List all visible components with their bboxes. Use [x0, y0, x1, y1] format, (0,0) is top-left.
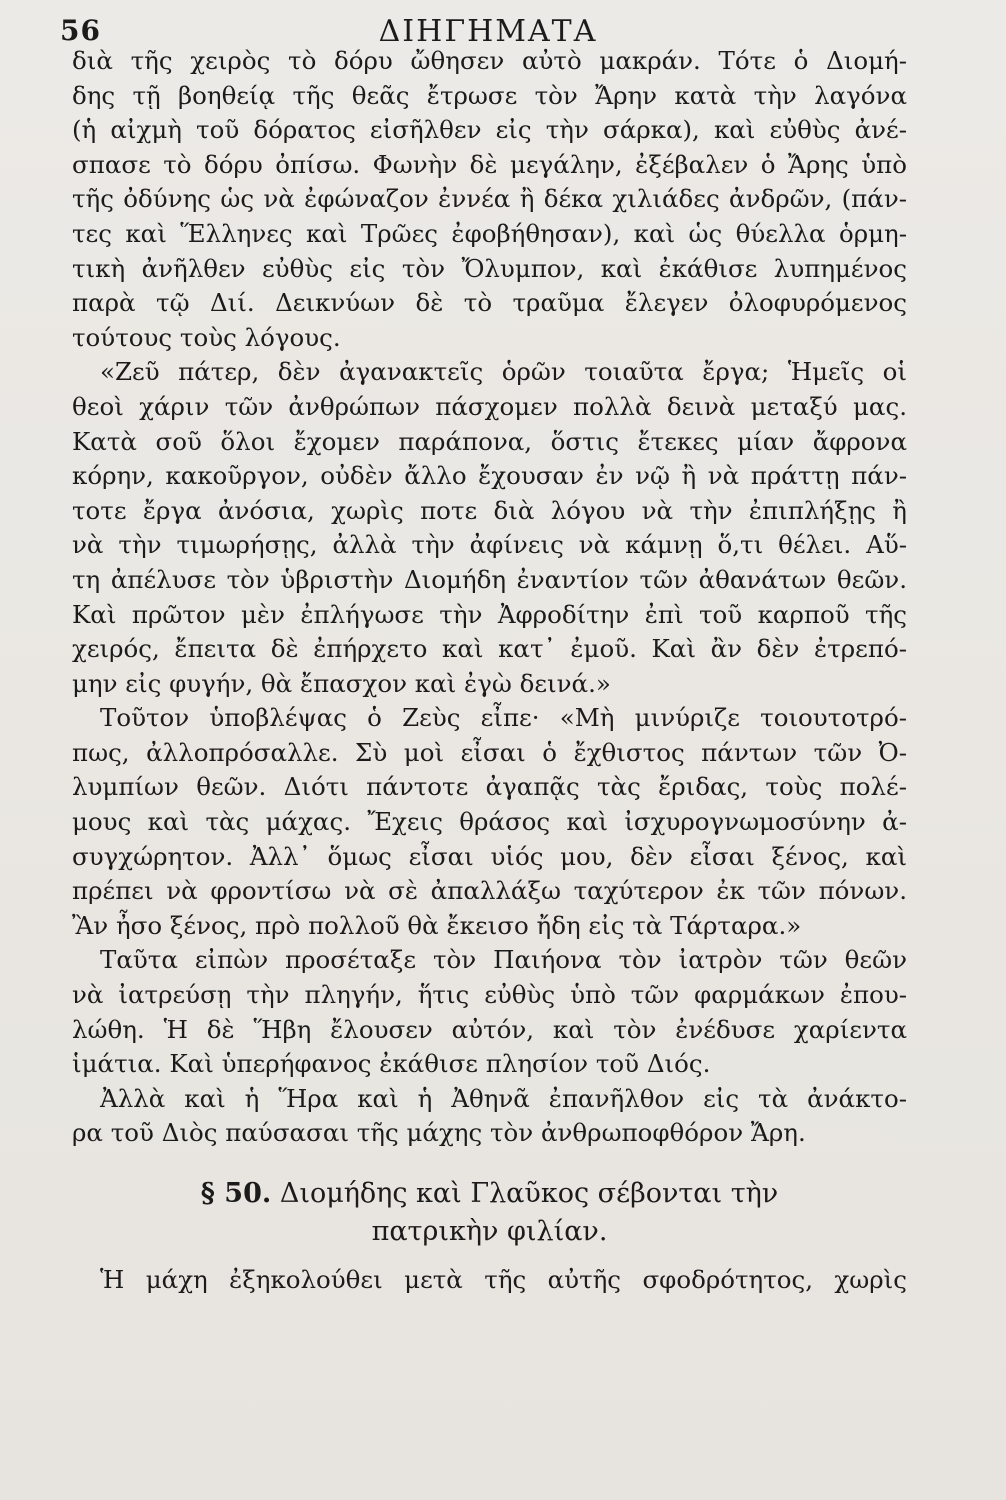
text-line: Ἡ μάχη ἐξηκολούθει μετὰ τῆς αὐτῆς σφοδρότητος, χωρὶς: [100, 1265, 907, 1294]
text-line: χειρός, ἔπειτα δὲ ἐπήρχετο καὶ κατ᾽ ἐμοῦ. Καὶ ἂν δὲν ἐτρεπό-: [72, 634, 907, 664]
page-number: 56: [60, 14, 101, 47]
paragraph-4: [72, 943, 907, 1081]
text-line: σπασε τὸ δόρυ ὀπίσω. Φωνὴν δὲ μεγάλην, ἐξέβαλεν ὁ Ἄρης ὑπὸ: [72, 149, 907, 179]
text-line: (ἡ αἰχμὴ τοῦ δόρατος εἰσῆλθεν εἰς τὴν σάρκα), καὶ εὐθὺς ἀνέ-: [72, 115, 907, 145]
section-number: § 50.: [200, 1178, 272, 1209]
paragraph-5: [72, 1082, 907, 1151]
text-line: ἱμάτια. Καὶ ὑπερήφανος ἐκάθισε πλησίον τοῦ Διός.: [72, 1049, 711, 1079]
text-line: Ἀλλὰ καὶ ἡ Ἥρα καὶ ἡ Ἀθηνᾶ ἐπανῆλθον εἰς τὰ ἀνάκτο-: [100, 1083, 907, 1113]
text-line: τικὴ ἀνῆλθεν εὐθὺς εἰς τὸν Ὄλυμπον, καὶ ἐκάθισε λυπημένος: [72, 253, 907, 283]
paragraph-6: [72, 1263, 907, 1298]
text-line: παρὰ τῷ Διί. Δεικνύων δὲ τὸ τραῦμα ἔλεγεν ὀλοφυρόμενος: [72, 288, 907, 318]
text-line: τούτους τοὺς λόγους.: [72, 322, 341, 352]
section-title-line-2: πατρικὴν φιλίαν.: [371, 1216, 608, 1247]
text-line: Τοῦτον ὑποβλέψας ὁ Ζεὺς εἶπε· «Μὴ μινύριζε τοιουτοτρό-: [100, 703, 907, 733]
text-line: τη ἀπέλυσε τὸν ὑβριστὴν Διομήδη ἐναντίον τῶν ἀθανάτων θεῶν.: [72, 564, 907, 594]
text-line: ρα τοῦ Διὸς παύσασαι τῆς μάχης τὸν ἀνθρωποφθόρον Ἄρη.: [72, 1118, 806, 1148]
text-line: κόρην, κακοῦργον, οὐδὲν ἄλλο ἔχουσαν ἐν νῷ ἢ νὰ πράττῃ πάν-: [72, 461, 907, 491]
text-line: Καὶ πρῶτον μὲν ἐπλήγωσε τὴν Ἀφροδίτην ἐπὶ τοῦ καρποῦ τῆς: [72, 599, 907, 629]
section-heading-continued: [72, 1213, 907, 1251]
text-line: Κατὰ σοῦ ὅλοι ἔχομεν παράπονα, ὅστις ἔτεκες μίαν ἄφρονα: [72, 426, 907, 456]
section-heading: [72, 1175, 907, 1213]
paragraph-2: [72, 355, 907, 701]
text-line: πως, ἀλλοπρόσαλλε. Σὺ μοὶ εἶσαι ὁ ἔχθιστος πάντων τῶν Ὀ-: [72, 737, 907, 767]
text-line: τῆς ὀδύνης ὡς νὰ ἐφώναζον ἐννέα ἢ δέκα χιλιάδες ἀνδρῶν, (πάν-: [72, 184, 907, 214]
text-line: τες καὶ Ἕλληνες καὶ Τρῶες ἐφοβήθησαν), καὶ ὡς θύελλα ὁρμη-: [72, 218, 907, 248]
text-line: πρέπει νὰ φροντίσω νὰ σὲ ἀπαλλάξω ταχύτερον ἐκ τῶν πόνων.: [72, 876, 907, 906]
text-line: «Ζεῦ πάτερ, δὲν ἀγανακτεῖς ὁρῶν τοιαῦτα ἔργα; Ἡμεῖς οἱ: [100, 357, 907, 387]
text-line: διὰ τῆς χειρὸς τὸ δόρυ ὤθησεν αὐτὸ μακράν. Τότε ὁ Διομή-: [72, 46, 907, 75]
paragraph-3: [72, 701, 907, 943]
text-line: μους καὶ τὰς μάχας. Ἔχεις θράσος καὶ ἰσχυρογνωμοσύνην ἀ-: [72, 807, 907, 837]
text-line: λυμπίων θεῶν. Διότι πάντοτε ἀγαπᾷς τὰς ἔριδας, τοὺς πολέ-: [72, 772, 907, 802]
paragraph-1: [72, 44, 907, 355]
text-line: θεοὶ χάριν τῶν ἀνθρώπων πάσχομεν πολλὰ δεινὰ μεταξύ μας.: [72, 391, 907, 421]
text-line: τοτε ἔργα ἀνόσια, χωρὶς ποτε διὰ λόγου νὰ τὴν ἐπιπλήξῃς ἢ: [72, 495, 907, 525]
text-line: νὰ ἰατρεύσῃ τὴν πληγήν, ἥτις εὐθὺς ὑπὸ τῶν φαρμάκων ἐπου-: [72, 980, 907, 1010]
text-line: δης τῇ βοηθείᾳ τῆς θεᾶς ἔτρωσε τὸν Ἄρην κατὰ τὴν λαγόνα: [72, 80, 907, 110]
text-line: λώθη. Ἡ δὲ Ἥβη ἔλουσεν αὐτόν, καὶ τὸν ἐνέδυσε χαρίεντα: [72, 1014, 907, 1044]
text-line: συγχώρητον. Ἀλλ᾽ ὅμως εἶσαι υἱός μου, δὲν εἶσαι ξένος, καὶ: [72, 841, 907, 871]
text-line: νὰ τὴν τιμωρήσῃς, ἀλλὰ τὴν ἀφίνεις νὰ κάμνῃ ὅ,τι θέλει. Αὕ-: [72, 530, 907, 560]
text-line: Ταῦτα εἰπὼν προσέταξε τὸν Παιήονα τὸν ἰατρὸν τῶν θεῶν: [100, 945, 907, 975]
section-title-line-1: Διομήδης καὶ Γλαῦκος σέβονται τὴν: [279, 1178, 779, 1209]
body-text: [72, 44, 907, 1298]
running-head: ΔΙΗΓΗΜΑΤΑ: [378, 14, 598, 49]
text-line: Ἂν ἦσο ξένος, πρὸ πολλοῦ θὰ ἔκεισο ἤδη εἰς τὰ Τάρταρα.»: [72, 910, 802, 940]
text-line: μην εἰς φυγήν, θὰ ἔπασχον καὶ ἐγὼ δεινά.»: [72, 668, 611, 698]
